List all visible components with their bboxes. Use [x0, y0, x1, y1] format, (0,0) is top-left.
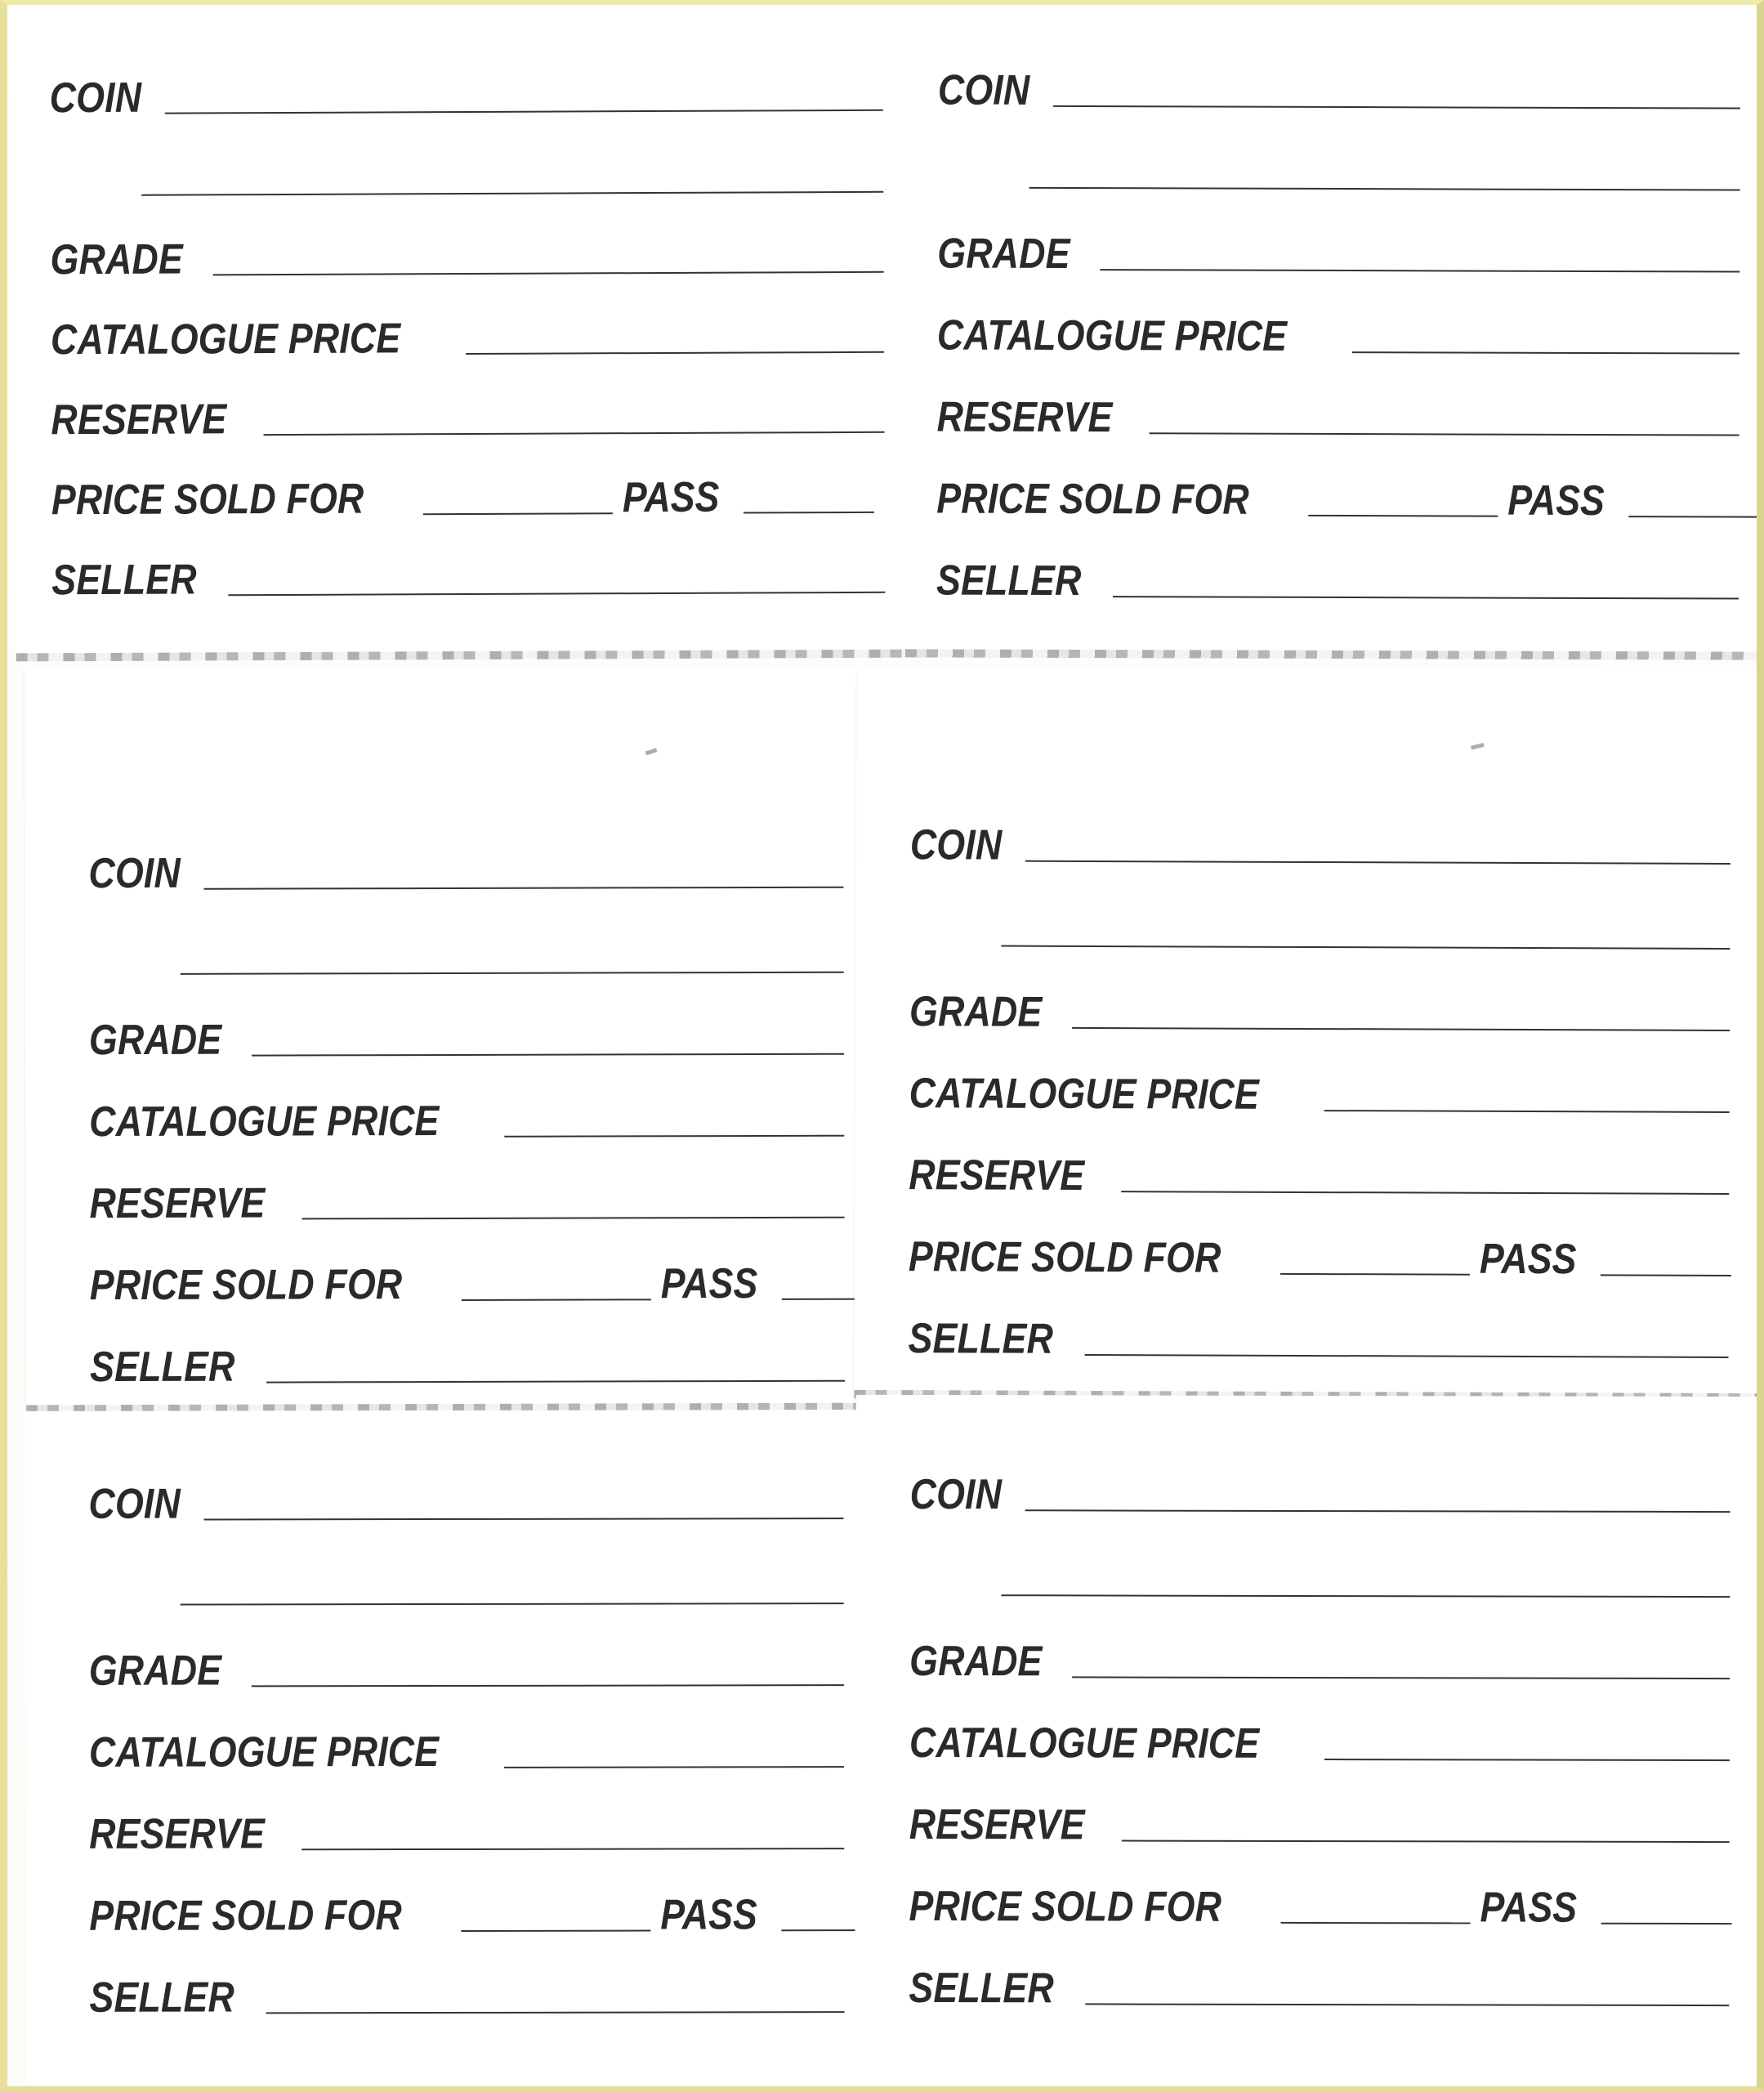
coin-tag-card-3 — [25, 668, 860, 1414]
coin-tag-card-1 — [13, 8, 927, 662]
label-price-sold-for: PRICE SOLD FOR — [51, 475, 364, 525]
label-grade: GRADE — [50, 235, 184, 284]
reserve-write-line[interactable] — [263, 431, 884, 436]
label-grade: GRADE — [909, 988, 1043, 1036]
label-catalogue-price: CATALOGUE PRICE — [50, 315, 401, 364]
label-grade: GRADE — [88, 1647, 222, 1695]
field-row-grade — [909, 951, 1730, 1036]
field-row-coin — [910, 804, 1731, 869]
grade-write-line[interactable] — [252, 1053, 844, 1057]
coin-write-line-2[interactable] — [181, 1602, 844, 1605]
field-row-grade — [88, 978, 844, 1065]
pass-write-line[interactable] — [744, 511, 874, 514]
label-seller: SELLER — [909, 1964, 1054, 2013]
field-row-coin-line2 — [89, 893, 844, 980]
field-row-seller — [89, 1305, 845, 1392]
seller-write-line[interactable] — [266, 2010, 845, 2014]
field-row-grade — [50, 198, 883, 284]
label-grade: GRADE — [937, 230, 1070, 278]
field-row-coin — [88, 1462, 843, 1526]
price-sold-for-write-line[interactable] — [1280, 1921, 1470, 1924]
field-row-coin — [49, 54, 883, 123]
field-row-price-sold-for — [89, 1223, 845, 1310]
field-row-catalogue-price — [89, 1060, 844, 1147]
field-row-reserve — [909, 1115, 1729, 1200]
label-reserve: RESERVE — [51, 396, 227, 445]
coin-write-line-2[interactable] — [181, 971, 844, 975]
seller-write-line[interactable] — [1113, 595, 1739, 599]
price-sold-for-write-line[interactable] — [461, 1929, 650, 1932]
label-pass: PASS — [1480, 1884, 1577, 1932]
label-reserve: RESERVE — [909, 1151, 1085, 1200]
field-row-price-sold-for — [89, 1854, 844, 1938]
label-seller: SELLER — [936, 557, 1082, 606]
label-pass: PASS — [1479, 1235, 1577, 1284]
catalogue-price-write-line[interactable] — [1324, 1758, 1730, 1761]
coin-write-line-2[interactable] — [141, 190, 883, 196]
label-grade: GRADE — [909, 1637, 1043, 1686]
reserve-write-line[interactable] — [1150, 431, 1739, 436]
field-row-price-sold-for — [909, 1846, 1730, 1932]
catalogue-price-write-line[interactable] — [504, 1765, 844, 1768]
pass-write-line[interactable] — [1601, 1922, 1731, 1924]
field-row-catalogue-price — [50, 278, 884, 364]
field-row-catalogue-price — [909, 1683, 1730, 1766]
coin-write-line-2[interactable] — [1029, 186, 1740, 191]
label-coin: COIN — [937, 66, 1030, 114]
coin-write-line[interactable] — [1053, 105, 1740, 110]
seller-write-line[interactable] — [1085, 1353, 1729, 1358]
field-row-price-sold-for — [936, 438, 1739, 525]
coin-write-line[interactable] — [203, 886, 843, 890]
coin-tag-card-6 — [855, 1395, 1764, 2092]
label-seller: SELLER — [89, 1974, 235, 2022]
label-reserve: RESERVE — [89, 1179, 266, 1228]
grade-write-line[interactable] — [212, 270, 883, 276]
seller-write-line[interactable] — [1086, 2002, 1730, 2006]
label-catalogue-price: CATALOGUE PRICE — [88, 1728, 440, 1777]
coin-write-line[interactable] — [165, 109, 883, 114]
price-sold-for-write-line[interactable] — [462, 1298, 651, 1301]
grade-write-line[interactable] — [1072, 1026, 1730, 1031]
label-price-sold-for: PRICE SOLD FOR — [89, 1261, 403, 1310]
field-row-reserve — [51, 358, 884, 445]
label-coin: COIN — [88, 849, 181, 898]
field-row-catalogue-price — [909, 1033, 1730, 1118]
label-catalogue-price: CATALOGUE PRICE — [89, 1097, 440, 1147]
label-seller: SELLER — [908, 1315, 1054, 1363]
scan-speck — [1471, 743, 1485, 750]
field-row-coin-line2 — [89, 1524, 844, 1611]
coin-write-line[interactable] — [1025, 1509, 1730, 1513]
field-row-coin-line2 — [938, 111, 1740, 195]
field-row-seller — [51, 518, 885, 605]
label-pass: PASS — [660, 1259, 758, 1308]
seller-write-line[interactable] — [229, 591, 886, 597]
field-row-seller — [936, 520, 1739, 604]
field-row-seller — [908, 1278, 1728, 1363]
label-coin: COIN — [909, 1470, 1003, 1519]
field-row-reserve — [89, 1142, 844, 1228]
pass-write-line[interactable] — [1600, 1273, 1731, 1276]
label-coin: COIN — [49, 74, 142, 123]
reserve-write-line[interactable] — [1121, 1190, 1729, 1195]
label-catalogue-price: CATALOGUE PRICE — [909, 1719, 1260, 1768]
reserve-write-line[interactable] — [1122, 1839, 1730, 1844]
grade-write-line[interactable] — [252, 1683, 844, 1687]
label-pass: PASS — [1507, 476, 1605, 525]
field-row-grade — [88, 1609, 844, 1695]
label-coin: COIN — [909, 821, 1003, 869]
coin-write-line-2[interactable] — [1001, 945, 1730, 950]
grade-write-line[interactable] — [1100, 268, 1739, 272]
field-row-coin — [88, 831, 843, 898]
label-price-sold-for: PRICE SOLD FOR — [908, 1233, 1221, 1282]
label-catalogue-price: CATALOGUE PRICE — [936, 311, 1288, 360]
field-row-coin-line2 — [909, 1516, 1730, 1603]
field-row-reserve — [937, 356, 1739, 440]
field-row-grade — [937, 193, 1739, 277]
field-row-seller — [909, 1928, 1729, 2011]
label-price-sold-for: PRICE SOLD FOR — [909, 1882, 1222, 1931]
label-price-sold-for: PRICE SOLD FOR — [89, 1892, 402, 1940]
coin-tag-card-5 — [25, 1410, 859, 2092]
price-sold-for-write-line[interactable] — [423, 512, 613, 515]
label-catalogue-price: CATALOGUE PRICE — [909, 1070, 1260, 1119]
label-grade: GRADE — [88, 1016, 222, 1065]
coin-write-line[interactable] — [1025, 860, 1731, 865]
label-pass: PASS — [660, 1891, 757, 1939]
field-row-grade — [909, 1601, 1730, 1684]
field-row-coin-line2 — [909, 866, 1730, 954]
coin-write-line[interactable] — [203, 1517, 843, 1520]
grade-write-line[interactable] — [1072, 1675, 1730, 1679]
field-row-coin — [910, 1454, 1731, 1518]
pass-write-line[interactable] — [1628, 515, 1759, 518]
reserve-write-line[interactable] — [301, 1847, 844, 1850]
label-seller: SELLER — [89, 1343, 235, 1392]
label-coin: COIN — [88, 1480, 181, 1528]
label-reserve: RESERVE — [909, 1800, 1085, 1849]
field-row-catalogue-price — [88, 1691, 844, 1777]
price-sold-for-write-line[interactable] — [1280, 1272, 1470, 1276]
field-row-price-sold-for — [908, 1196, 1729, 1284]
field-row-price-sold-for — [51, 438, 885, 525]
catalogue-price-write-line[interactable] — [1324, 1109, 1730, 1113]
seller-write-line[interactable] — [266, 1379, 845, 1383]
label-price-sold-for: PRICE SOLD FOR — [936, 475, 1249, 524]
field-row-coin — [938, 49, 1740, 114]
field-row-catalogue-price — [937, 275, 1739, 359]
coin-write-line-2[interactable] — [1001, 1594, 1730, 1598]
field-row-reserve — [909, 1764, 1730, 1848]
price-sold-for-write-line[interactable] — [1308, 514, 1498, 517]
catalogue-price-write-line[interactable] — [504, 1134, 844, 1138]
coin-tag-card-2 — [905, 3, 1764, 659]
catalogue-price-write-line[interactable] — [1352, 351, 1739, 354]
catalogue-price-write-line[interactable] — [466, 351, 884, 355]
label-reserve: RESERVE — [89, 1810, 266, 1858]
field-row-coin-line2 — [50, 116, 883, 201]
label-reserve: RESERVE — [936, 393, 1113, 442]
label-seller: SELLER — [51, 556, 197, 605]
reserve-write-line[interactable] — [302, 1216, 845, 1220]
field-row-reserve — [89, 1772, 844, 1856]
field-row-seller — [89, 1936, 844, 2022]
label-pass: PASS — [622, 473, 720, 522]
coin-tag-card-4 — [854, 667, 1764, 1401]
